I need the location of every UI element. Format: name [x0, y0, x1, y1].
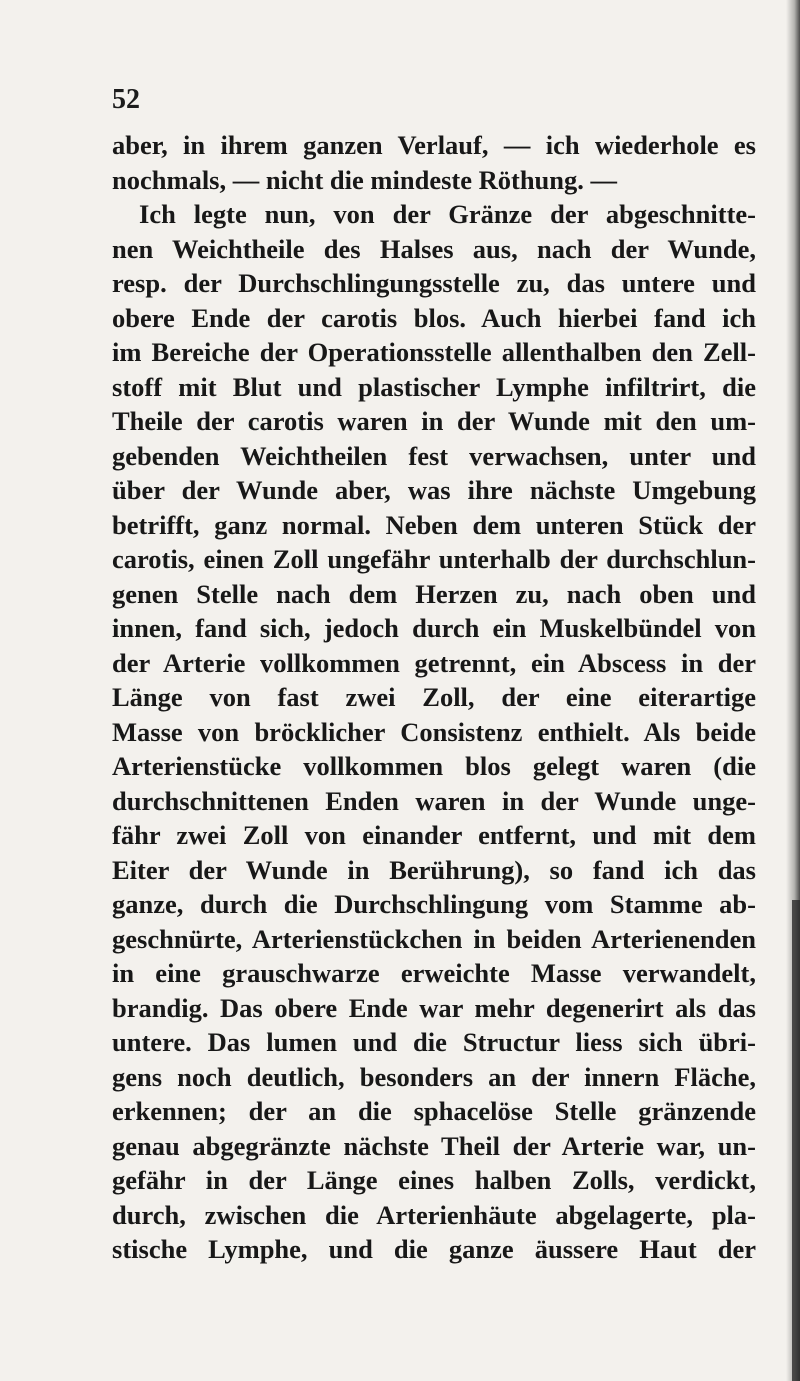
- text-line: erkennen; der an die sphacelöse Stelle gränzende: [112, 1096, 756, 1126]
- text-line: genen Stelle nach dem Herzen zu, nach oben und: [112, 578, 756, 609]
- text-line: geschnürte, Arterienstückchen in beiden Arterienenden: [112, 923, 756, 954]
- text-line: fähr zwei Zoll von einander entfernt, und mit dem: [112, 820, 756, 850]
- text-line: stische Lymphe, und die ganze äussere Haut der: [112, 1234, 756, 1264]
- text-line: in eine grauschwarze erweichte Masse verwandelt,: [112, 958, 756, 988]
- page-number: 52: [112, 84, 140, 115]
- text-line: gefähr in der Länge eines halben Zolls, verdickt,: [112, 1165, 756, 1195]
- text-line: brandig. Das obere Ende war mehr degenerirt als das: [112, 992, 756, 1023]
- text-line: nochmals, — nicht die mindeste Röthung. —: [112, 164, 618, 195]
- page-edge-dark: [792, 900, 800, 1381]
- text-line: stoff mit Blut und plastischer Lymphe infiltrirt, die: [112, 371, 756, 402]
- body-text: [112, 128, 756, 1267]
- text-line: resp. der Durchschlingungsstelle zu, das untere und: [112, 268, 756, 298]
- text-line: Masse von bröcklicher Consistenz enthielt. Als beide: [112, 716, 756, 747]
- text-line: Ich legte nun, von der Gränze der abgeschnitte-: [139, 199, 756, 229]
- text-line: durch, zwischen die Arterienhäute abgelagerte, pla-: [112, 1199, 756, 1230]
- text-line: Eiter der Wunde in Berührung), so fand ich das: [112, 854, 756, 885]
- text-line: genau abgegränzte nächste Theil der Arterie war, un-: [112, 1130, 756, 1161]
- text-line: carotis, einen Zoll ungefähr unterhalb der durchschlun-: [112, 544, 756, 574]
- text-line: über der Wunde aber, was ihre nächste Umgebung: [112, 475, 756, 505]
- text-line: Länge von fast zwei Zoll, der eine eiterartige: [112, 682, 756, 712]
- text-line: untere. Das lumen und die Structur liess sich übri-: [112, 1027, 756, 1057]
- text-line: Arterienstücke vollkommen blos gelegt waren (die: [112, 751, 756, 781]
- text-line: ganze, durch die Durchschlingung vom Stamme ab-: [112, 889, 756, 919]
- text-line: nen Weichtheile des Halses aus, nach der Wunde,: [112, 233, 756, 264]
- text-line: gebenden Weichtheilen fest verwachsen, unter und: [112, 440, 756, 471]
- text-line: innen, fand sich, jedoch durch ein Muskelbündel von: [112, 613, 756, 643]
- text-line: im Bereiche der Operationsstelle allenthalben den Zell-: [112, 337, 756, 367]
- text-line: durchschnittenen Enden waren in der Wunde unge-: [112, 785, 756, 816]
- text-line: aber, in ihrem ganzen Verlauf, — ich wiederhole es: [112, 130, 756, 160]
- text-line: gens noch deutlich, besonders an der innern Fläche,: [112, 1061, 756, 1092]
- text-line: Theile der carotis waren in der Wunde mit den um-: [112, 406, 756, 436]
- text-line: obere Ende der carotis blos. Auch hierbei fand ich: [112, 302, 756, 333]
- text-line: der Arterie vollkommen getrennt, ein Abscess in der: [112, 647, 756, 678]
- text-line: betrifft, ganz normal. Neben dem unteren Stück der: [112, 509, 756, 540]
